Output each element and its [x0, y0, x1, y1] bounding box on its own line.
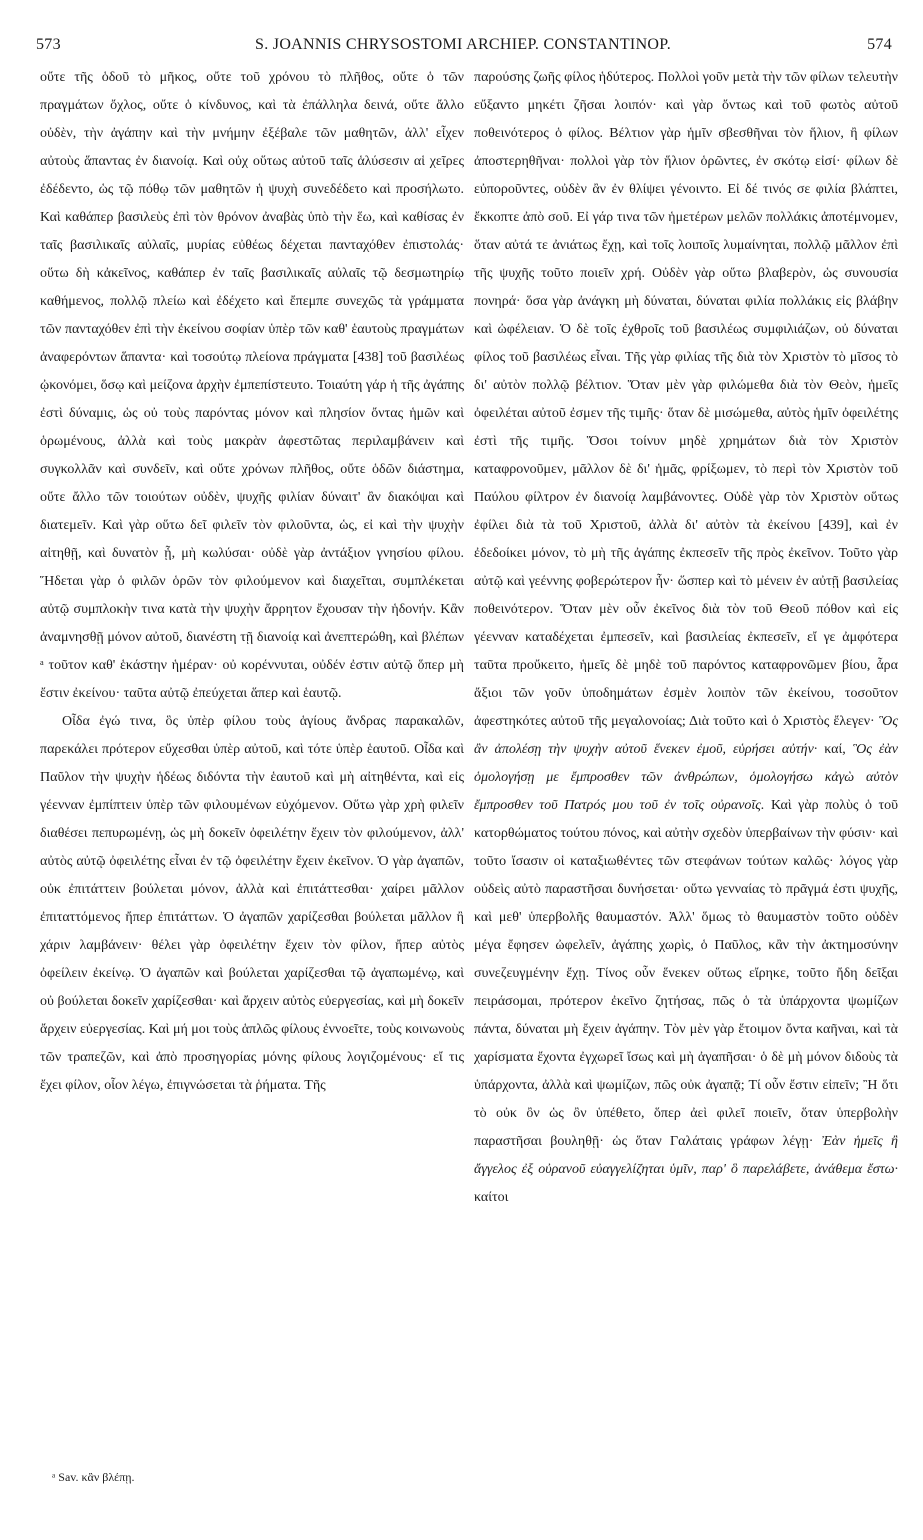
right-text-c: Καὶ γὰρ πολὺς ὁ τοῦ κατορθώματος τούτου πόνος, καὶ αὐτὴν σχεδὸν ὑπερβαίνων τὴν φύσιν· καὶ τοῦτο ἴσασιν οἱ καταξιωθέντες τῶν στεφάνων τούτων καλῶς· λόγος γὰρ οὐδεὶς αὐτὸ παραστῆσαι δυνήσεται· οὕτω γενναίας τὸ πρᾶγμά ἐστι ψυχῆς, καὶ μεθ' ὑπερβολῆς θαυμαστόν. Ἀλλ' ὅμως τὸ θαυμαστὸν τοῦτο οὐδὲν μέγα ἔφησεν ὠφελεῖν, ἀγάπης χωρὶς, ὁ Παῦλος, κἂν τὴν ἀκτημοσύνην συνεζευγμένην ἔχῃ. Τίνος οὖν ἕνεκεν οὕτως εἴρηκε, τοῦτο ἤδη δεῖξαι πειράσομαι, πρότερον ἐκεῖνο ζητήσας, πῶς ὁ τὰ ὑπάρχοντα ψωμίζων πάντα, δύναται μὴ ἔχειν ἀγάπην. Τὸν μὲν γὰρ ἕτοιμον ὄντα καῆναι, καὶ τὰ χαρίσματα ἔχοντα ἐγχωρεῖ ἴσως καὶ μὴ ἀγαπῆσαι· ὁ δὲ μὴ μόνον διδοὺς τὰ ὑπάρχοντα, ἀλλὰ καὶ ψωμίζων, πῶς οὐκ ἀγαπᾷ; Τί οὖν ἔστιν εἰπεῖν; Ἢ ὅτι τὸ οὐκ ὂν ὡς ὂν ὑπέθετο, ὅπερ ἀεὶ φιλεῖ ποιεῖν, ὅταν ὑπερβολὴν παραστῆσαι βουληθῇ· ὡς ὅταν Γαλάταις γράφων λέγῃ· [474, 798, 899, 1149]
scripture-quote-3: Ἐὰν ἡμεῖς ἢ ἄγγελος ἐξ οὐρανοῦ εὐαγγελίζηται ὑμῖν, παρ' ὃ παρελάβετε, ἀνάθεμα ἔστω· [474, 1134, 898, 1177]
right-text-d: καίτοι [474, 1190, 509, 1205]
scripture-quote-1: Ὃς ἂν ἀπολέσῃ τὴν ψυχὴν αὐτοῦ ἕνεκεν ἐμοῦ, εὑρήσει αὐτήν· [474, 714, 899, 757]
right-text-b: καί, [817, 742, 853, 757]
page-number-right: 574 [867, 36, 892, 53]
left-column [40, 64, 464, 1454]
right-column [474, 64, 898, 1454]
left-paragraph-2: Οἶδα ἐγώ τινα, ὃς ὑπὲρ φίλου τοὺς ἁγίους ἄνδρας παρακαλῶν, παρεκάλει πρότερον εὔχεσθαι ὑπὲρ αὐτοῦ, καὶ τότε ὑπὲρ ἑαυτοῦ. Οἶδα καὶ Παῦλον τὴν ψυχὴν ἡδέως διδόντα τὴν ἑαυτοῦ καὶ μὴ αἰτηθέντα, καὶ εἰς γέενναν ἐμπίπτειν ὑπὲρ τῶν φιλουμένων εὐχόμενον. Οὕτω γὰρ χρὴ φιλεῖν διαθέσει πεπυρωμένῃ, ὡς μὴ δοκεῖν ὀφειλέτην ἔχειν τὸν φιλούμενον, ἀλλ' αὐτὸς αὐτῷ ὀφειλέτης εἶναι ἐν τῷ ὀφειλέτην ἔχειν ἐκεῖνον. Ὁ γὰρ ἀγαπῶν, οὐκ ἐπιτάττειν βούλεται μόνον, ἀλλὰ καὶ ἐπιτάττεσθαι· χαίρει μᾶλλον ἐπιταττόμενος ἤπερ ἐπιτάττων. Ὁ ἀγαπῶν χαρίζεσθαι βούλεται μᾶλλον ἢ χάριν λαμβάνειν· θέλει γὰρ ὀφειλέτην ἔχειν τὸν φίλον, ἤπερ αὐτὸς ὀφείλειν ἐκείνῳ. Ὁ ἀγαπῶν καὶ βούλεται χαρίζεσθαι τῷ ἀγαπωμένῳ, καὶ οὐ βούλεται δοκεῖν χαρίζεσθαι· καὶ ἄρχειν αὐτὸς εὐεργεσίας, καὶ μὴ δοκεῖν ἄρχειν εὐεργεσίας. Καὶ μή μοι τοὺς ἁπλῶς φίλους ἐννοεῖτε, τοὺς κοινωνοὺς τῶν τραπεζῶν, καὶ ἀπὸ προσηγορίας μόνης φίλους λογιζομένους· εἴ τις ἔχει φίλον, οἷον λέγω, ἐπιγνώσεται τὰ ῥήματα. Τῆς [40, 714, 464, 1093]
running-header [30, 32, 896, 58]
right-paragraph-1 [474, 64, 898, 1212]
left-paragraph-1: οὔτε τῆς ὁδοῦ τὸ μῆκος, οὔτε τοῦ χρόνου τὸ πλῆθος, οὔτε ὁ τῶν πραγμάτων ὄχλος, οὔτε ὁ κίνδυνος, καὶ τὰ ἐπάλληλα δεινά, οὔτε ἄλλο οὐδὲν, τὴν ἀγάπην καὶ τὴν μνήμην ἐξέβαλε τῶν μαθητῶν, ἀλλ' εἶχεν αὐτοὺς ἅπαντας ἐν διανοίᾳ. Καὶ οὐχ οὕτως αὐτοῦ ταῖς ἁλύσεσιν αἱ χεῖρες ἐδέδεντο, ὡς τῷ πόθῳ τῶν μαθητῶν ἡ ψυχὴ συνεδέδετο καὶ προσήλωτο. Καὶ καθάπερ βασιλεὺς ἐπὶ τὸν θρόνον ἀναβὰς ὑπὸ τὴν ἕω, καὶ καθίσας ἐν ταῖς βασιλικαῖς αὐλαῖς, μυρίας εὐθέως δέχεται πανταχόθεν ἐπιστολάς· οὕτω δὴ κἀκεῖνος, καθάπερ ἐν ταῖς βασιλικαῖς αὐλαῖς τῷ δεσμωτηρίῳ καθήμενος, πολλῷ πλείω καὶ ἐδέχετο καὶ ἔπεμπε συνεχῶς τὰ γράμματα τῶν πανταχόθεν ἐπὶ τὴν ἐκείνου σοφίαν ὑπὲρ τῶν καθ' ἑαυτοὺς πραγμάτων ἀναφερόντων ἅπαντα· καὶ τοσούτῳ πλείονα πράγματα [438] τοῦ βασιλέως ᾠκονόμει, ὅσῳ καὶ μείζονα ἀρχὴν ἐμπεπίστευτο. Τοιαύτη γάρ ἡ τῆς ἀγάπης ἐστὶ δύναμις, ὡς οὐ τοὺς παρόντας μόνον καὶ πλησίον ὄντας ἡμῶν καὶ ὁρωμένους, ἀλλὰ καὶ τοὺς μακρὰν ἀφεστῶτας περιλαμβάνειν καὶ συγκολλᾶν καὶ συνδεῖν, καὶ οὔτε χρόνων πλῆθος, οὔτε ὁδῶν διάστημα, οὔτε ἄλλο τῶν τοιούτων οὐδὲν, ψυχῆς φιλίαν δύναιτ' ἂν διακόψαι καὶ διατεμεῖν. Καὶ γὰρ οὕτω δεῖ φιλεῖν τὸν φιλοῦντα, ὡς, εἰ καὶ τὴν ψυχὴν αἰτηθῇ, καὶ δυνατὸν ᾖ, μὴ κωλύσαι· οὐδὲ γὰρ ἀντάξιον γνησίου φίλου. Ἥδεται γὰρ ὁ φιλῶν ὁρῶν τὸν φιλούμενον καὶ διαχεῖται, συμπλέκεται αὐτῷ συμπλοκὴν τινα κατὰ τὴν ψυχὴν ἄρρητον ἔχουσαν τὴν ἡδονήν. Κἂν ἀναμνησθῇ μόνον αὐτοῦ, διανέστη τῇ διανοίᾳ καὶ ἀνεπτερώθη, καὶ βλέπων ᵃ τοῦτον καθ' ἑκάστην ἡμέραν· οὐ κορέννυται, οὐδέν ἐστιν αὐτῷ ὅπερ μὴ ἔστιν ἐκείνου· ταῦτα αὐτῷ ἐπεύχεται ἅπερ καὶ ἑαυτῷ. [40, 70, 464, 701]
running-head-title: S. JOANNIS CHRYSOSTOMI ARCHIEP. CONSTANTINOP. [255, 36, 671, 53]
footnote: ᵃ Sav. κἂν βλέπῃ. [52, 1470, 135, 1484]
right-text-a: παρούσης ζωῆς φίλος ἡδύτερος. Πολλοὶ γοῦν μετὰ τὴν τῶν φίλων τελευτὴν εὔξαντο μηκέτι ζῆσαι λοιπόν· καὶ γὰρ ὄντως καὶ τοῦ φωτὸς αὐτοῦ ποθεινότερος ὁ φίλος. Βέλτιον γὰρ ἡμῖν σβεσθῆναι τὸν ἥλιον, ἢ φίλων ἀποστερηθῆναι· πολλοὶ γὰρ τὸν ἥλιον ὁρῶντες, ἐν σκότῳ εἰσί· φίλων δὲ εὐποροῦντες, οὐδὲν ἂν ἐν θλίψει γένοιντο. Εἰ δέ τινός σε φιλία βλάπτει, ἔκκοπτε ἀπὸ σοῦ. Εἰ γάρ τινα τῶν ἡμετέρων μελῶν πολλάκις ἀποτέμνομεν, ὅταν αὐτά τε ἀνιάτως ἔχῃ, καὶ τοῖς λοιποῖς λυμαίνηται, πολλῷ μᾶλλον ἐπὶ τῆς ψυχῆς τοῦτο ποιεῖν χρή. Οὐδὲν γὰρ οὕτω βλαβερὸν, ὡς συνουσία πονηρά· ὅσα γὰρ ἀνάγκη μὴ δύναται, δύναται φιλία πολλάκις εἰς βλάβην καὶ ὠφέλειαν. Ὁ δὲ τοῖς ἐχθροῖς τοῦ βασιλέως συμφιλιάζων, οὐ δύναται φίλος τοῦ βασιλέως εἶναι. Τῆς γὰρ φιλίας τῆς διὰ τὸν Χριστὸν τὸ μῖσος τὸ δι' αὐτὸν πολλῷ βέλτιον. Ὅταν μὲν γὰρ φιλώμεθα διὰ τὸν Θεὸν, ἡμεῖς ὀφειλέται αὐτοῦ ἐσμεν τῆς τιμῆς· ὅταν δὲ μισώμεθα, αὐτὸς ἡμῖν ὀφειλέτης ἐστὶ τῆς τιμῆς. Ὅσοι τοίνυν μηδὲ χρημάτων διὰ τὸν Χριστὸν καταφρονοῦμεν, μᾶλλον δὲ δι' ἡμᾶς, φρίξωμεν, τὸ περὶ τὸν Χριστὸν τοῦ Παύλου φίλτρον ἐν διανοίᾳ λαμβάνοντες. Οὐδὲ γὰρ τὸν Χριστὸν οὕτως ἐφίλει διὰ τὰ τοῦ Χριστοῦ, ἀλλὰ δι' αὐτὸν τὰ ἐκείνου [439], καὶ ἐν ἐδεδοίκει μόνον, τὸ μὴ τῆς ἀγάπης ἐκπεσεῖν τῆς πρὸς ἐκεῖνον. Τοῦτο γὰρ αὐτῷ καὶ γεέννης φοβερώτερον ἦν· ὥσπερ καὶ τὸ μένειν ἐν αὐτῇ βασιλείας ποθεινότερον. Ὅταν μὲν οὖν ἐκεῖνος διὰ τὸν τοῦ Θεοῦ πόθον καὶ εἰς γέενναν καταδέχεται ἐμπεσεῖν, καὶ βασιλείας ἐκπεσεῖν, εἴ γε ἀμφότερα ταῦτα προὔκειτο, ἡμεῖς δὲ μηδὲ τοῦ παρόντος καταφρονῶμεν βίου, ἆρα ἄξιοι τῶν γοῦν ὑποδημάτων ἐσμὲν λοιπὸν τῶν ἐκείνου, τοσοῦτον ἀφεστηκότες αὐτοῦ τῆς μεγαλονοίας; Διὰ τοῦτο καὶ ὁ Χριστὸς ἔλεγεν· [474, 70, 898, 729]
scripture-quote-2: Ὃς ἐὰν ὁμολογήσῃ με ἔμπροσθεν τῶν ἀνθρώπων, ὁμολογήσω κἀγὼ αὐτὸν ἔμπροσθεν τοῦ Πατρός μου τοῦ ἐν τοῖς οὐρανοῖς. [474, 742, 898, 813]
page-number-left: 573 [36, 36, 61, 53]
